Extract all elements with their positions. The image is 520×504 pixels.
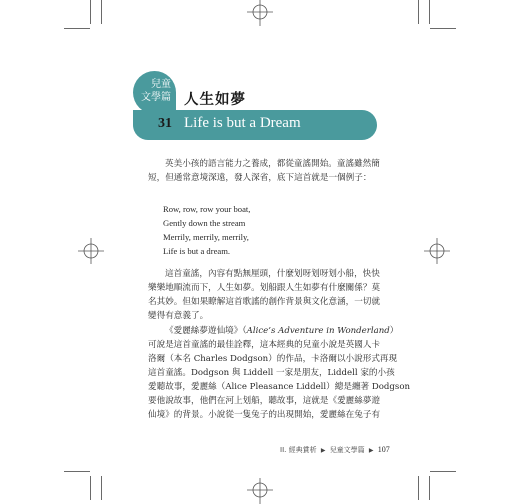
p3-line-7: 仙境》的背景。小說從一隻兔子的出現開始，愛麗絲在兔子有 bbox=[148, 410, 381, 420]
intro-line-1: 英美小孩的語言能力之養成，都從童謠開始。童謠雖然簡 bbox=[165, 159, 380, 169]
nursery-rhyme bbox=[163, 202, 250, 258]
triangle-right-icon: ▶ bbox=[368, 447, 374, 454]
p3-line-6: 要他說故事，他們在河上划船，聽故事，這就是《愛麗絲夢遊 bbox=[148, 396, 381, 406]
triangle-right-icon: ▶ bbox=[320, 447, 326, 454]
badge-line-1: 兒童 bbox=[151, 79, 171, 90]
poem-line-4: Life is but a dream. bbox=[163, 246, 231, 256]
crop-mark-bottom-right-v2 bbox=[429, 476, 430, 500]
footer-section: II. 經典賞析 bbox=[280, 446, 317, 454]
body-paragraph-3 bbox=[148, 324, 411, 422]
crop-mark-top-left-h bbox=[64, 28, 90, 29]
p3-line-4: 這首童謠。Dodgson 與 Liddell 一家是朋友，Liddell 家的小孩 bbox=[148, 368, 395, 378]
crop-mark-bottom-right-v bbox=[418, 476, 419, 500]
poem-line-2: Gently down the stream bbox=[163, 218, 246, 228]
badge-line-2: 文學篇 bbox=[141, 92, 171, 103]
p2-line-1: 這首童謠，內容有點無厘頭，什麼划呀划呀划小船，快快 bbox=[165, 269, 380, 279]
crop-mark-bottom-right-h bbox=[430, 471, 456, 472]
section-badge bbox=[133, 71, 176, 114]
crop-mark-bottom-left-h bbox=[64, 471, 90, 472]
article-number: 31 bbox=[158, 116, 172, 131]
intro-line-2: 短，但通常意境深遠，發人深省，底下這首就是一個例子： bbox=[148, 173, 372, 183]
p3-line-5: 愛聽故事，愛麗絲（Alice Pleasance Liddell）總是纏著 Dodgson bbox=[148, 382, 411, 392]
crop-mark-bottom-left-v bbox=[101, 476, 102, 500]
crop-mark-top-left-v2 bbox=[90, 0, 91, 24]
body-paragraph-2 bbox=[148, 267, 386, 323]
crop-mark-bottom-left-v2 bbox=[90, 476, 91, 500]
p3-line-1-pre: 《愛麗絲夢遊仙境》（ bbox=[165, 326, 247, 336]
p2-line-4: 變得有意義了。 bbox=[148, 311, 209, 321]
crop-mark-top-right-v2 bbox=[429, 0, 430, 24]
poem-line-1: Row, row, row your boat, bbox=[163, 204, 251, 214]
crop-mark-top-right-h bbox=[430, 28, 456, 29]
p3-line-1 bbox=[148, 324, 399, 338]
english-title: Life is but a Dream bbox=[184, 115, 301, 131]
chinese-title: 人生如夢 bbox=[184, 92, 246, 108]
p2-line-3: 名其妙。但如果瞭解這首歌謠的創作背景與文化意涵，一切就 bbox=[148, 297, 381, 307]
crop-mark-top-right-v bbox=[418, 0, 419, 24]
p3-line-2: 可說是這首童謠的最佳詮釋，這本經典的兒童小說是英國人卡 bbox=[148, 340, 381, 350]
crop-mark-top-left-v bbox=[101, 0, 102, 24]
page-footer bbox=[280, 445, 390, 455]
registration-mark-left bbox=[76, 236, 106, 266]
p2-line-2: 樂樂地順流而下，人生如夢。划船跟人生如夢有什麼關係？莫 bbox=[148, 283, 381, 293]
book-title-english: Alice’s Adventure in Wonderland bbox=[246, 326, 390, 336]
p3-line-1-post: ） bbox=[389, 326, 399, 336]
poem-line-3: Merrily, merrily, merrily, bbox=[163, 232, 249, 242]
p3-line-3: 洛爾（本名 Charles Dodgson）的作品，卡洛爾以小說形式再現 bbox=[148, 354, 398, 364]
registration-mark-right bbox=[422, 236, 452, 266]
registration-mark-top bbox=[245, 0, 275, 30]
page-number: 107 bbox=[377, 445, 390, 454]
intro-paragraph bbox=[148, 157, 386, 185]
footer-category: 兒童文學篇 bbox=[329, 446, 365, 454]
